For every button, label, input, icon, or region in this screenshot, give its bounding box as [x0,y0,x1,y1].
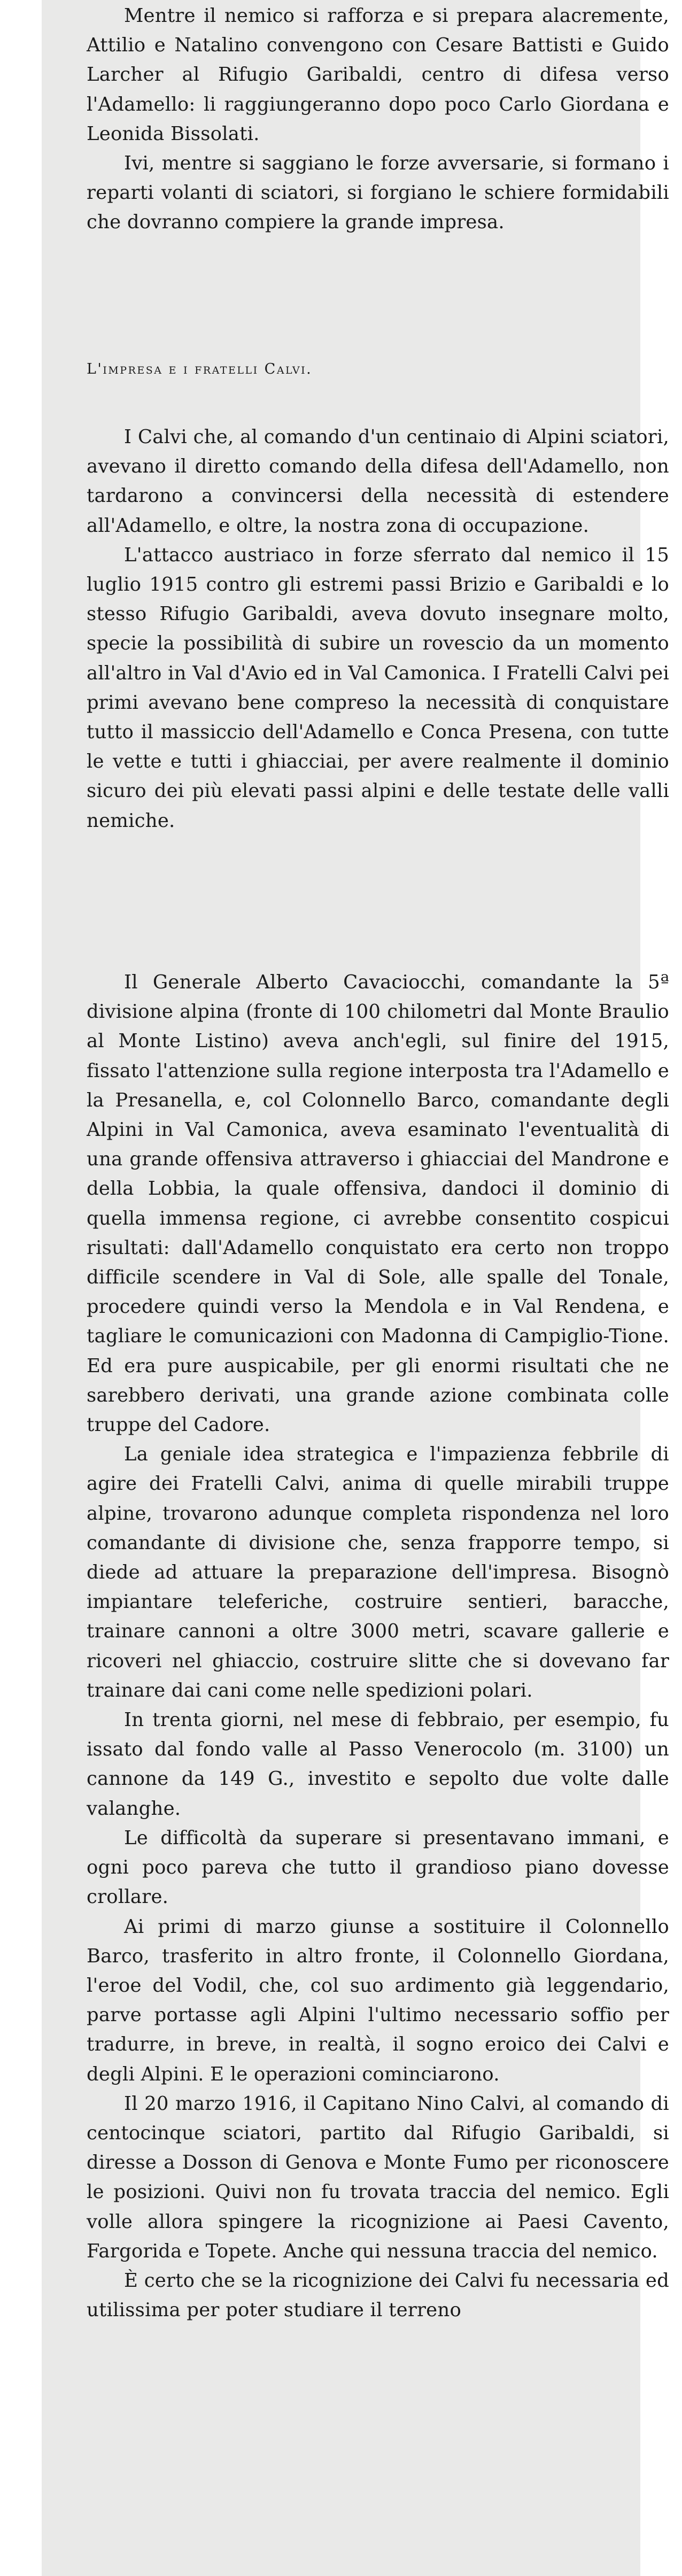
paragraph: È certo che se la ricognizione dei Calvi fu necessaria ed utilissima per poter studiare il terreno [87,2269,669,2322]
paragraph: Mentre il nemico si rafforza e si prepara alacremente, Attilio e Natalino convengono con Cesare Battisti e Guido Larcher al Rifugio Garibaldi, centro di difesa verso l'Adamello: li raggiungeranno dopo poco Carlo Giordana e Leonida Bissolati. [87,5,669,145]
paragraph: La geniale idea strategica e l'impazienza febbrile di agire dei Fratelli Calvi, anima di quelle mirabili truppe alpine, trovarono adunque completa rispondenza nel loro comandante di divisione che, senza frapporre tempo, si diede ad attuare la preparazione dell'impresa. Bisognò impiantare teleferiche, costruire sentieri, baracche, trainare cannoni a oltre 3000 metri, scavare gallerie e ricoveri nel ghiaccio, costruire slitte che si dovevano far trainare dai cani come nelle spedizioni polari. [87,1443,669,1701]
calvi-block [87,422,669,836]
paragraph: Ai primi di marzo giunse a sostituire il Colonnello Barco, trasferito in altro fronte, il Colonnello Giordana, l'eroe del Vodil, che, col suo ardimento già leggendario, parve portasse agli Alpini l'ultimo necessario soffio per tradurre, in breve, in realtà, il sogno eroico dei Calvi e degli Alpini. E le operazioni cominciarono. [87,1915,669,2085]
intro-block [87,1,669,237]
paragraph: Il Generale Alberto Cavaciocchi, comandante la 5ª divisione alpina (fronte di 100 chilometri dal Monte Braulio al Monte Listino) aveva anch'egli, sul finire del 1915, fissato l'attenzione sulla regione interposta tra l'Adamello e la Presanella, e, col Colonnello Barco, comandante degli Alpini in Val Camonica, aveva esaminato l'eventualità di una grande offensiva attraverso i ghiacciai del Mandrone e della Lobbia, la quale offensiva, dandoci il dominio di quella immensa regione, ci avrebbe consentito cospicui risultati: dall'Adamello conquistato era certo non troppo difficile scendere in Val di Sole, alle spalle del Tonale, procedere quindi verso la Mendola e in Val Rendena, e tagliare le comunicazioni con Madonna di Campiglio-Tione. Ed era pure auspicabile, per gli enormi risultati che ne sarebbero derivati, una grande azione combinata colle truppe del Cadore. [87,971,669,1436]
paragraph: Il 20 marzo 1916, il Capitano Nino Calvi, al comando di centocinque sciatori, partito dal Rifugio Garibaldi, si diresse a Dosson di Genova e Monte Fumo per riconoscere le posizioni. Quivi non fu trovata traccia del nemico. Egli volle allora spingere la ricognizione ai Paesi Cavento, Fargorida e Topete. Anche qui nessuna traccia del nemico. [87,2092,669,2262]
paragraph: I Calvi che, al comando d'un centinaio di Alpini sciatori, avevano il diretto comando della difesa dell'Adamello, non tardarono a convincersi della necessità di estendere all'Adamello, e oltre, la nostra zona di occupazione. [87,426,669,537]
paragraph: Le difficoltà da superare si presentavano immani, e ogni poco pareva che tutto il grandioso piano dovesse crollare. [87,1827,669,1908]
section-heading: L'impresa e i fratelli Calvi. [87,361,313,377]
paragraph: Ivi, mentre si saggiano le forze avversarie, si formano i reparti volanti di sciatori, si forgiano le schiere formidabili che dovranno compiere la grande impresa. [87,152,669,234]
paragraph: In trenta giorni, nel mese di febbraio, per esempio, fu issato dal fondo valle al Passo Venerocolo (m. 3100) un cannone da 149 G., investito e sepolto due volte dalle valanghe. [87,1709,669,1820]
book-page [42,0,669,2576]
paragraph: L'attacco austriaco in forze sferrato dal nemico il 15 luglio 1915 contro gli estremi passi Brizio e Garibaldi e lo stesso Rifugio Garibaldi, aveva dovuto insegnare molto, specie la possibilità di subire un rovescio da un momento all'altro in Val d'Avio ed in Val Camonica. I Fratelli Calvi pei primi avevano bene compreso la necessità di conquistare tutto il massiccio dell'Adamello e Conca Presena, con tutte le vette e tutti i ghiacciai, per avere realmente il dominio sicuro dei più elevati passi alpini e delle testate delle valli nemiche. [87,544,669,832]
cavaciocchi-block [87,968,669,2325]
